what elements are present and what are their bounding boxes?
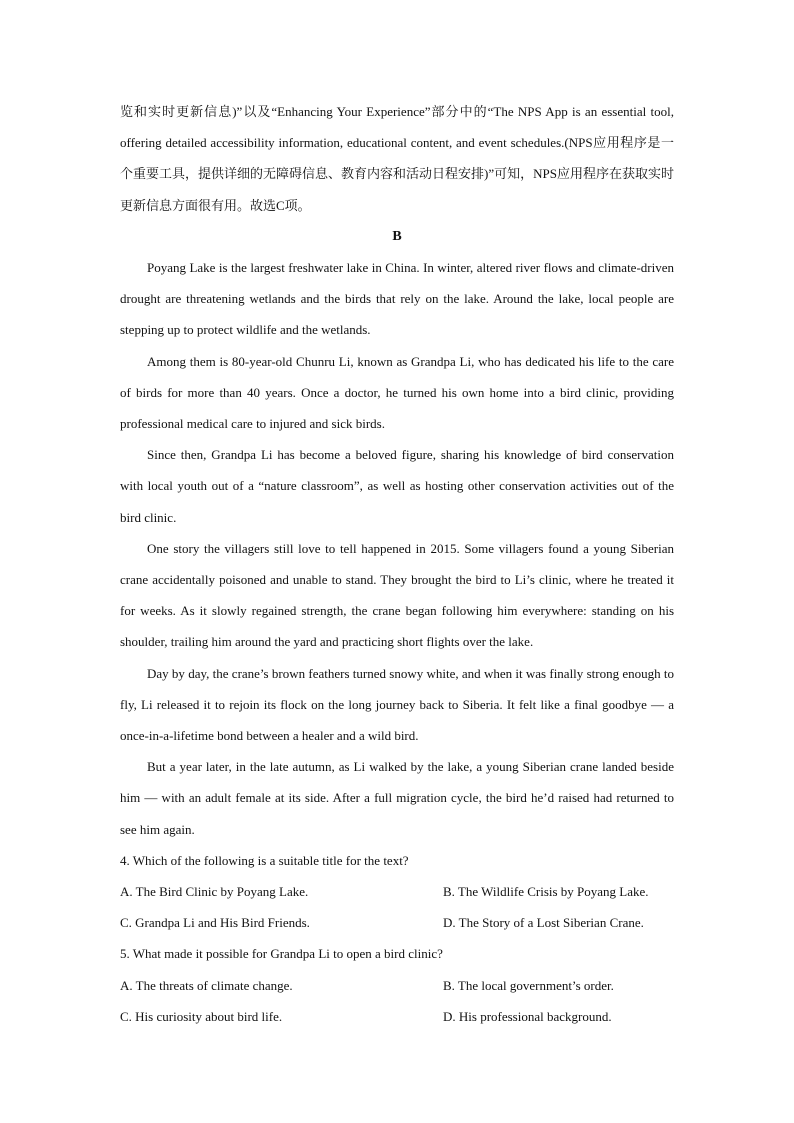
intro-paragraph: 览和实时更新信息)”以及“Enhancing Your Experience”部分中的“The NPS App is an essential tool, offering detailed accessibility information, educational content, and event schedules.(NPS应用程序是一个重要工具，提供详细的无障碍信息、教育内容和活动日程安排)”可知，NPS应用程序在获取实时更新信息方面很有用。故选C项。 bbox=[120, 104, 674, 213]
question-4-option-c: C. Grandpa Li and His Bird Friends. bbox=[120, 915, 310, 931]
passage-paragraph: But a year later, in the late autumn, as Li walked by the lake, a young Siberian crane landed beside him — with an adult female at its side. After a full migration cycle, the bird he’d raised had returned to see him again. bbox=[120, 759, 674, 837]
passage-paragraph: Among them is 80-year-old Chunru Li, known as Grandpa Li, who has dedicated his life to the care of birds for more than 40 years. Once a doctor, he turned his own home into a bird clinic, providing professional medical care to injured and sick birds. bbox=[120, 353, 674, 432]
question-5-options bbox=[120, 970, 674, 1032]
passage-paragraph: Since then, Grandpa Li has become a beloved figure, sharing his knowledge of bird conservation with local youth out of a “nature classroom”, as well as hosting other conservation activities out of the bird clinic. bbox=[120, 447, 674, 525]
page-content bbox=[120, 96, 674, 1032]
section-title: B bbox=[392, 228, 402, 244]
question-4-option-b: B. The Wildlife Crisis by Poyang Lake. bbox=[443, 884, 649, 900]
passage-paragraph: Poyang Lake is the largest freshwater lake in China. In winter, altered river flows and climate-driven drought are threatening wetlands and the birds that rely on the lake. Around the lake, local people are stepping up to protect wildlife and the wetlands. bbox=[120, 260, 674, 338]
passage-paragraph: Day by day, the crane’s brown feathers turned snowy white, and when it was finally strong enough to fly, Li released it to rejoin its flock on the long journey back to Siberia. It felt like a final goodbye — a once-in-a-lifetime bond between a healer and a wild bird. bbox=[120, 665, 674, 744]
question-5-option-a: A. The threats of climate change. bbox=[120, 977, 293, 993]
question-5-option-b: B. The local government’s order. bbox=[443, 977, 614, 993]
question-4-option-a: A. The Bird Clinic by Poyang Lake. bbox=[120, 884, 309, 900]
question-4-options bbox=[120, 876, 674, 938]
question-4-stem: 4. Which of the following is a suitable title for the text? bbox=[120, 852, 409, 868]
question-5-option-c: C. His curiosity about bird life. bbox=[120, 1008, 283, 1024]
passage-paragraph: One story the villagers still love to tell happened in 2015. Some villagers found a young Siberian crane accidentally poisoned and unable to stand. They brought the bird to Li’s clinic, where he treated it for weeks. As it slowly regained strength, the crane began following him everywhere: standing on his shoulder, trailing him around the yard and practicing short flights over the lake. bbox=[120, 540, 674, 650]
question-5-option-d: D. His professional background. bbox=[443, 1008, 612, 1024]
question-4-option-d: D. The Story of a Lost Siberian Crane. bbox=[443, 915, 644, 931]
question-5-stem: 5. What made it possible for Grandpa Li to open a bird clinic? bbox=[120, 946, 443, 962]
